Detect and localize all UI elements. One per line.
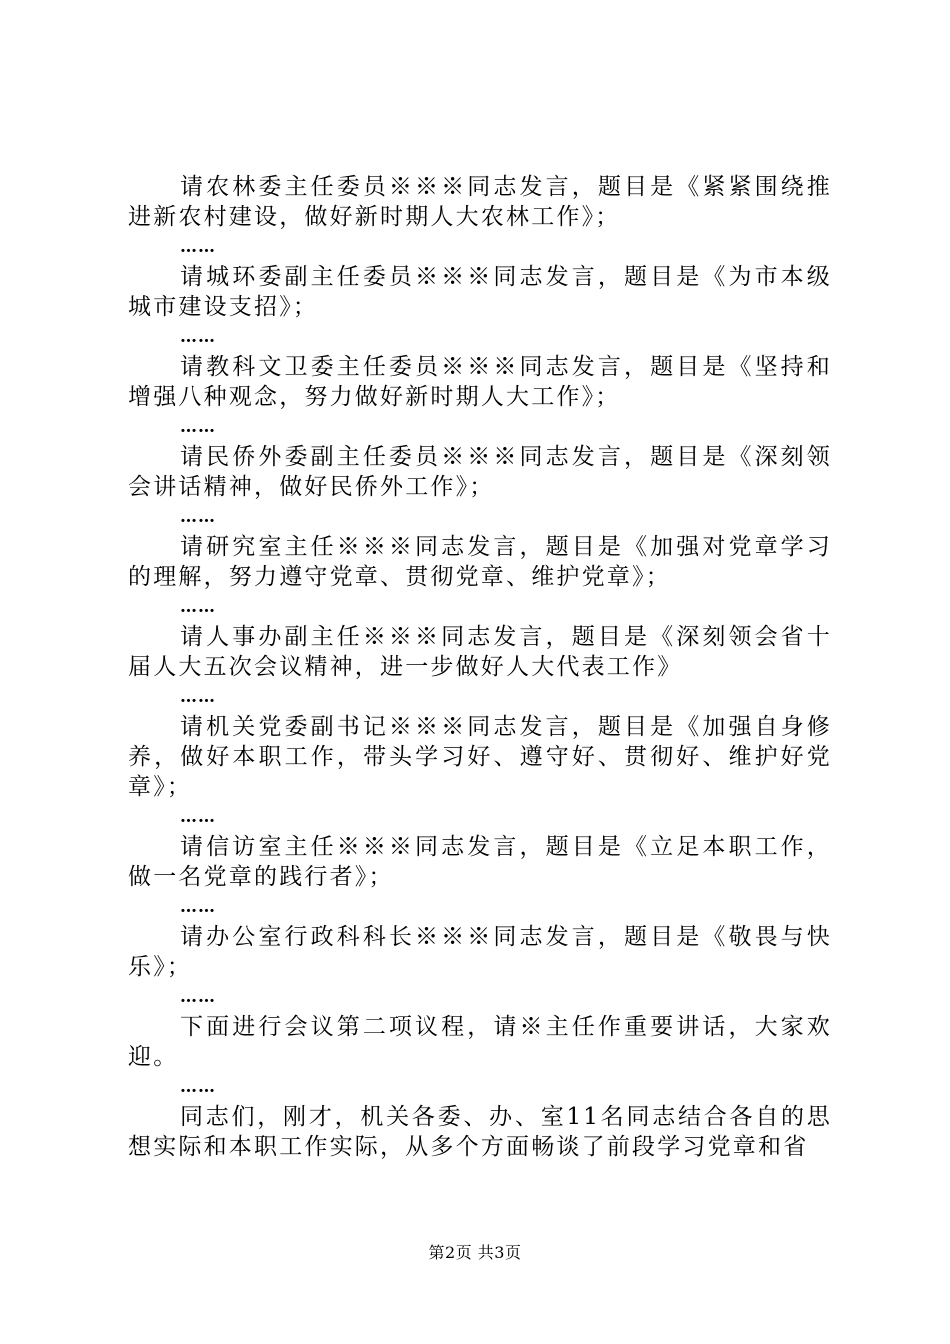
ellipsis-10: …… — [180, 1077, 216, 1097]
ellipsis-9: …… — [180, 987, 216, 1007]
paragraph-10: 下面进行会议第二项议程，请※主任作重要讲话，大家欢迎。 — [128, 1014, 832, 1070]
paragraph-8: 请信访室主任※※※同志发言，题目是《立足本职工作，做一名党章的践行者》； — [128, 834, 832, 890]
paragraph-1: 请农林委主任委员※※※同志发言，题目是《紧紧围绕推进新农村建设，做好新时期人大农林工作》； — [128, 174, 832, 230]
ellipsis-4: …… — [180, 507, 216, 527]
paragraph-3: 请教科文卫委主任委员※※※同志发言，题目是《坚持和增强八种观念，努力做好新时期人大工作》； — [128, 354, 832, 410]
paragraph-11: 同志们，刚才，机关各委、办、室11名同志结合各自的思想实际和本职工作实际，从多个方面畅谈了前段学习党章和省 — [128, 1104, 832, 1160]
ellipsis-5: …… — [180, 597, 216, 617]
paragraph-4: 请民侨外委副主任委员※※※同志发言，题目是《深刻领会讲话精神，做好民侨外工作》； — [128, 444, 832, 500]
ellipsis-1: …… — [180, 237, 216, 257]
paragraph-7: 请机关党委副书记※※※同志发言，题目是《加强自身修养，做好本职工作，带头学习好、遵守好、贯彻好、维护好党章》； — [128, 714, 832, 800]
paragraph-2: 请城环委副主任委员※※※同志发言，题目是《为市本级城市建设支招》； — [128, 264, 832, 320]
ellipsis-7: …… — [180, 807, 216, 827]
page-footer: 第2页 共3页 — [428, 1243, 522, 1262]
paragraph-6: 请人事办副主任※※※同志发言，题目是《深刻领会省十届人大五次会议精神，进一步做好人大代表工作》 — [128, 624, 832, 680]
ellipsis-6: …… — [180, 687, 216, 707]
ellipsis-3: …… — [180, 417, 216, 437]
ellipsis-8: …… — [180, 897, 216, 917]
document-body — [128, 172, 832, 1162]
paragraph-9: 请办公室行政科科长※※※同志发言，题目是《敬畏与快乐》； — [128, 924, 832, 980]
ellipsis-2: …… — [180, 327, 216, 347]
paragraph-5: 请研究室主任※※※同志发言，题目是《加强对党章学习的理解，努力遵守党章、贯彻党章、维护党章》； — [128, 534, 832, 590]
